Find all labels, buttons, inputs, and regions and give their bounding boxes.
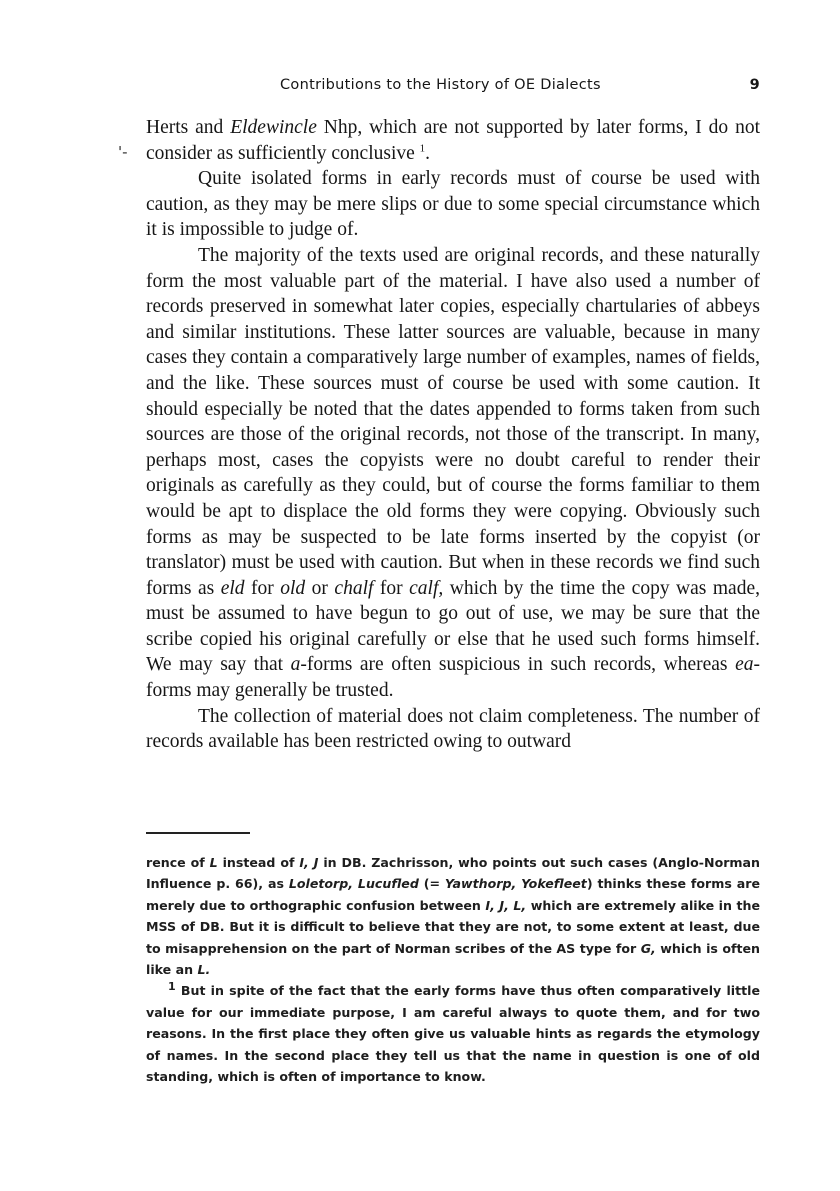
footnote-ref-1[interactable]: 1 (419, 142, 426, 155)
footnotes (146, 852, 760, 1087)
footnote-continued: rence of L instead of I, J in DB. Zachrisson, who points out such cases (Anglo-Norman Influence p. 66), as Loletorp, Lucufled (= Yawthorp, Yokefleet) thinks these forms are merely due to orthographic confusion between I, J, L, which are extremely alike in the MSS of DB. But it is difficult to believe that they are not, to some extent at least, due to misapprehension on the part of Norman scribes of the AS type for G, which is often like an L. (146, 855, 761, 978)
running-head (146, 77, 760, 99)
margin-mark: '- (118, 143, 128, 161)
paragraph-4: The collection of material does not claim completeness. The number of records available has been restricted owing to outward (146, 705, 760, 753)
footnote-mark-1: 1 (168, 980, 176, 994)
footnote-rule (146, 832, 250, 834)
footnote-1: $^1$ But in spite of the fact that the early forms have thus often comparatively little value for our immediate purpose, I am careful always to quote them, and for two reasons. In the first place they often give us valuable hints as regards the etymology of names. In the second place they tell us that the name in question is one of old standing, which is often of importance to know. (146, 980, 760, 1085)
page-number: 9 (749, 77, 760, 93)
main-text (146, 115, 760, 755)
paragraph-1: Herts and Eldewincle Nhp, which are not supported by later forms, I do not consider as sufficiently conclusive $^1$. (146, 117, 760, 164)
paragraph-3: The majority of the texts used are original records, and these naturally form the most valuable part of the material. I have also used a number of records preserved in somewhat later copies, especially chartularies of abbeys and similar institutions. These latter sources are valuable, because in many cases they contain a comparatively large number of examples, names of fields, and the like. These sources must of course be used with some caution. It should especially be noted that the dates appended to forms taken from such sources are those of the original records, not those of the transcript. In many, perhaps most, cases the copyists were no doubt careful to render their originals as carefully as they could, but of course the forms familiar to them would be apt to displace the old forms they were copying. Obviously such forms as may be suspected to be late forms inserted by the copyist (or translator) must be used with caution. But when in these records we find such forms as eld for old or chalf for calf, which by the time the copy was made, must be assumed to have begun to go out of use, we may be sure that the scribe copied his original carefully or else that he used such forms himself. We may say that a-forms are often suspicious in such records, whereas ea-forms may generally be trusted. (146, 244, 760, 702)
running-head-title: Contributions to the History of OE Dialects (280, 77, 601, 93)
paragraph-2: Quite isolated forms in early records must of course be used with caution, as they may be mere slips or due to some special circumstance which it is impossible to judge of. (146, 168, 760, 241)
